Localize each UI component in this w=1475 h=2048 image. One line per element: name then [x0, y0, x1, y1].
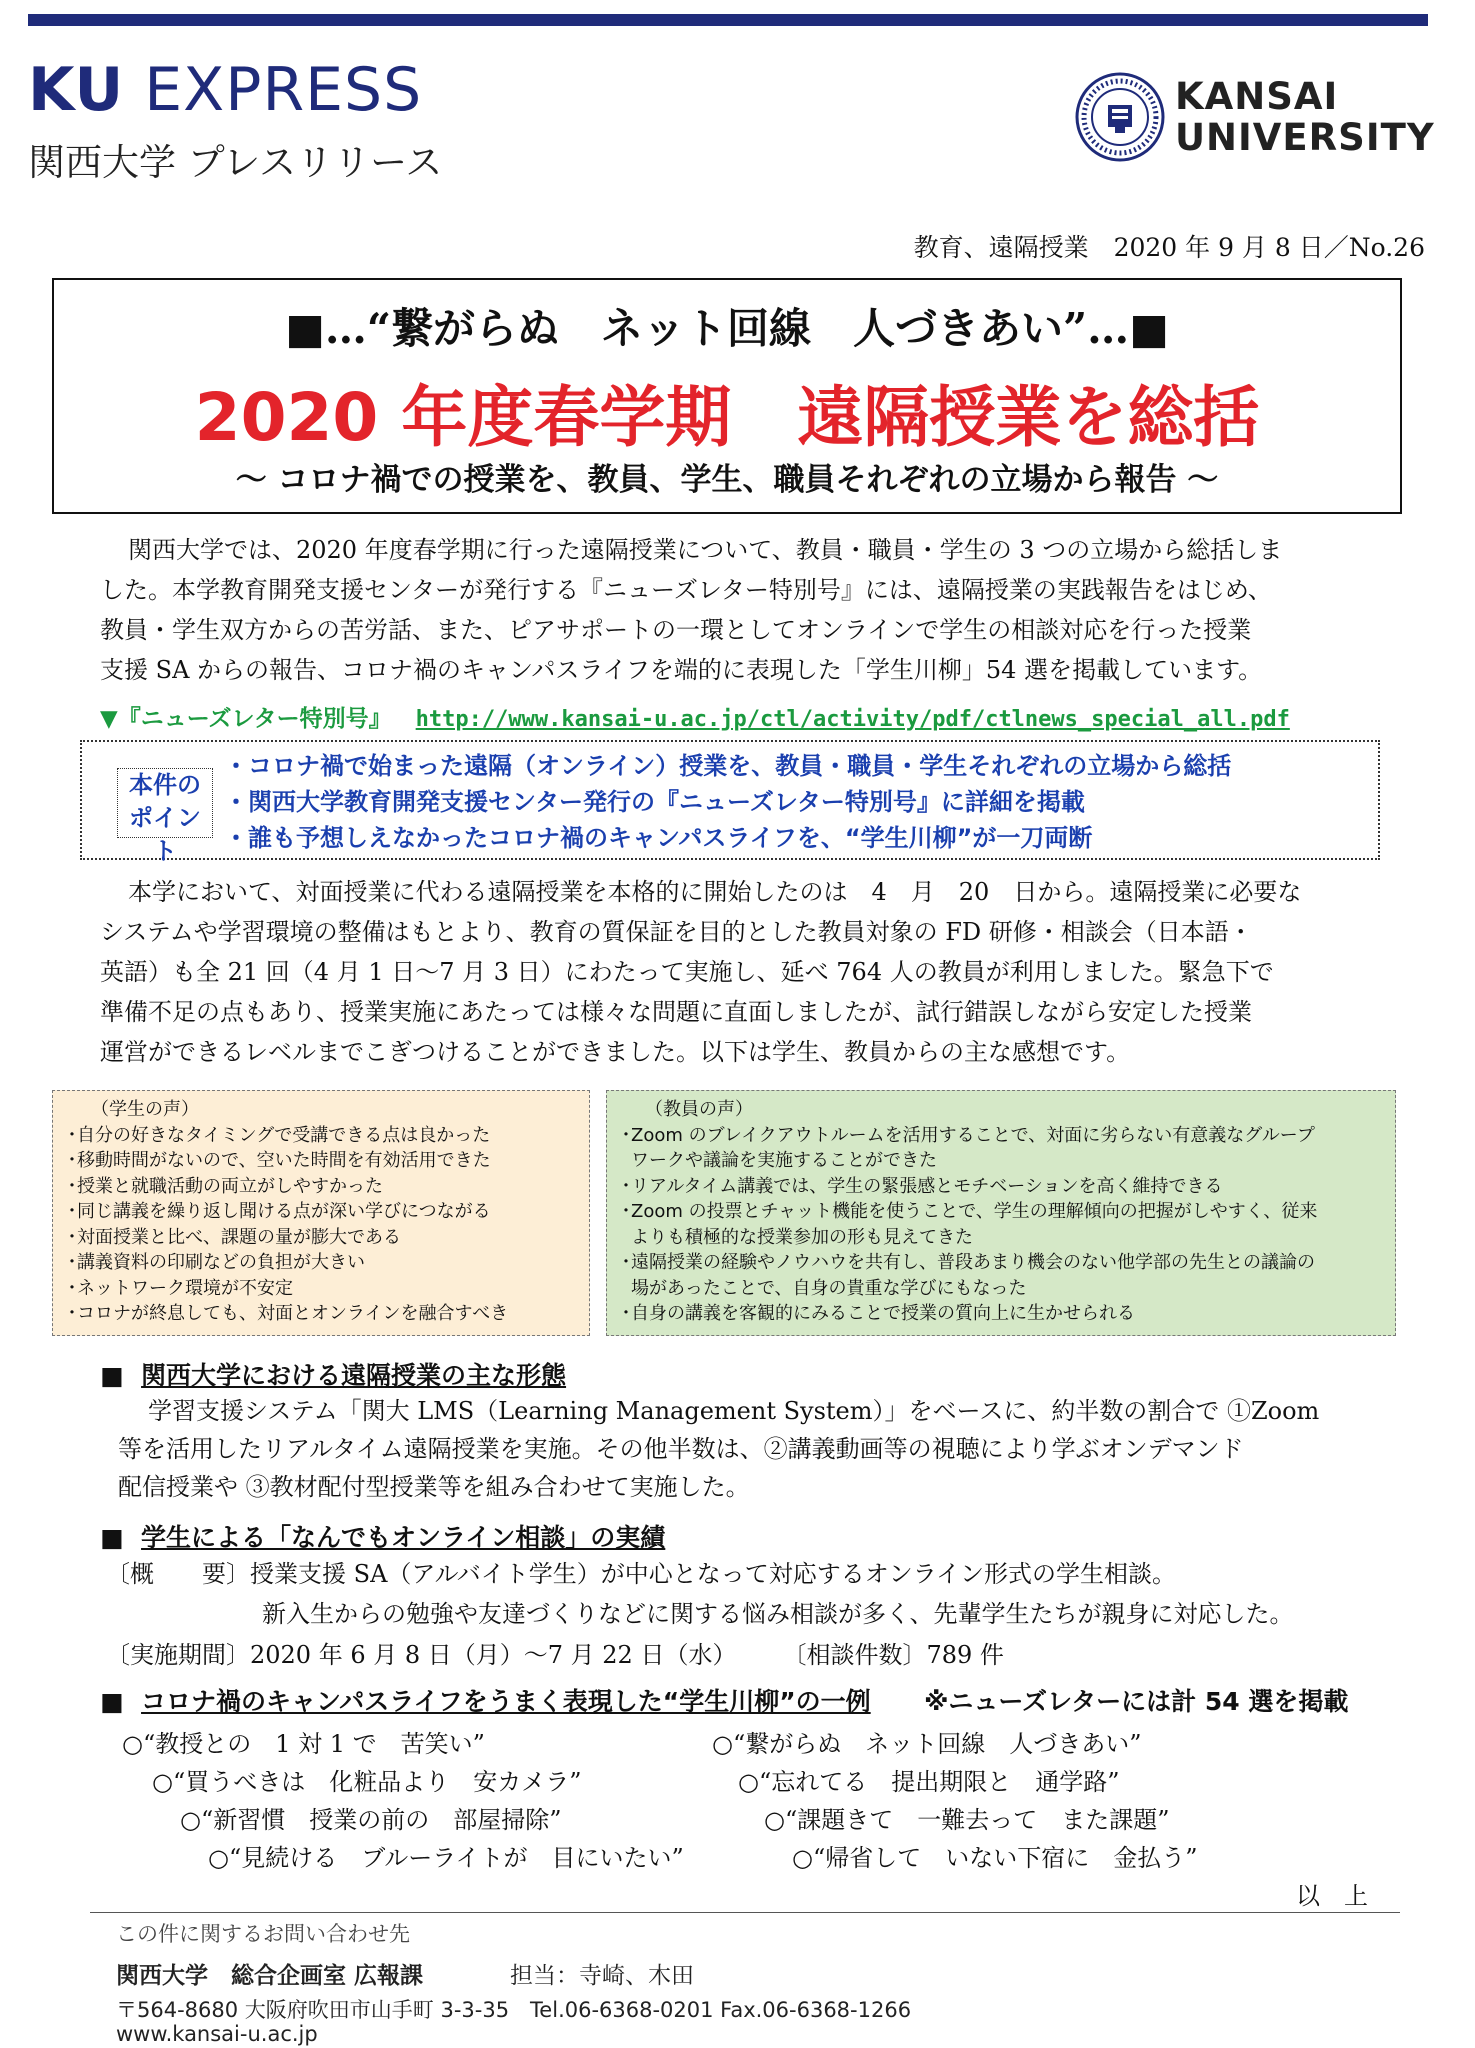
list-item: ・ コロナが終息しても、対面とオンラインを融合すべき	[63, 1303, 509, 1324]
consultation-overview-cont: 新入生からの勉強や友達づくりなどに関する悩み相談が多く、先輩学生たちが親身に対応した。	[262, 1600, 1294, 1628]
section-heading-formats	[100, 1356, 566, 1392]
paragraph-line: 英語）も全 21 回（4 月 1 日～7 月 3 日）にわたって実施し、延べ 764 人の教員が利用しました。緊急下で	[100, 958, 1274, 986]
press-release-subtitle: 関西大学 プレスリリース	[28, 141, 443, 184]
intro-paragraph	[100, 530, 1380, 690]
key-point-item: ・誰も予想しえなかったコロナ禍のキャンパスライフを、“学生川柳”が一刀両断	[224, 824, 1093, 852]
list-item: ・ 自分の好きなタイミングで受講できる点は良かった	[63, 1124, 491, 1146]
list-item-continuation: 場があったことで、自身の貴重な学びにもなった	[631, 1277, 1027, 1299]
paragraph-line: システムや学習環境の整備はもとより、教育の質保証を目的とした教員対象の FD 研修・相談会（日本語・	[100, 918, 1253, 946]
brand-ku: KU	[28, 55, 125, 125]
university-seal-icon	[1075, 72, 1165, 162]
overview-label: 〔概 要〕	[106, 1560, 250, 1588]
list-item: ・ 対面授業と比べ、課題の量が膨大である	[63, 1226, 401, 1248]
intro-line: 教員・学生双方からの苦労話、また、ピアサポートの一環としてオンラインで学生の相談対応を行った授業	[100, 616, 1252, 644]
students-voice-box	[52, 1090, 590, 1336]
senryu-item: ○“新習慣 授業の前の 部屋掃除”	[180, 1806, 562, 1834]
key-point-item: ・コロナ禍で始まった遠隔（オンライン）授業を、教員・職員・学生それぞれの立場から総括	[224, 752, 1232, 780]
title-subtitle: ～ コロナ禍での授業を、教員、学生、職員それぞれの立場から報告 ～	[235, 462, 1219, 498]
section-bullet: ■	[100, 1523, 124, 1552]
intro-line: した。本学教育開発支援センターが発行する『ニューズレター特別号』には、遠隔授業の実践報告をはじめ、	[100, 576, 1272, 604]
list-item: ・ 講義資料の印刷などの負担が大きい	[63, 1252, 365, 1273]
section-title: 学生による「なんでもオンライン相談」の実績	[141, 1523, 666, 1552]
count-label: 〔相談件数〕	[782, 1641, 927, 1669]
paragraph-line: 本学において、対面授業に代わる遠隔授業を本格的に開始したのは 4 月 20 日から。遠隔授業に必要な	[128, 878, 1302, 906]
list-item: ・ 同じ講義を繰り返し聞ける点が深い学びにつながる	[63, 1201, 491, 1222]
faculty-voice-box	[606, 1090, 1396, 1336]
period-label: 〔実施期間〕	[106, 1641, 250, 1669]
implementation-paragraph	[100, 872, 1380, 1072]
section-title: 関西大学における遠隔授業の主な形態	[141, 1361, 567, 1390]
website-link[interactable]: www.kansai-u.ac.jp	[116, 2022, 318, 2046]
newsletter-link-label: ▼『ニューズレター特別号』	[100, 706, 392, 732]
list-item: ・ 移動時間がないので、空いた時間を有効活用できた	[63, 1150, 491, 1171]
key-points-label-line1: 本件の	[129, 771, 201, 799]
newsletter-link-row	[100, 700, 1290, 733]
list-item: ・ リアルタイム講義では、学生の緊張感とモチベーションを高く維持できる	[617, 1175, 1223, 1197]
senryu-item: ○“買うべきは 化粧品より 安カメラ”	[152, 1768, 582, 1796]
formats-paragraph	[118, 1392, 1319, 1506]
paragraph-line: 準備不足の点もあり、授業実施にあたっては様々な問題に直面しましたが、試行錯誤しながら安定した授業	[100, 998, 1252, 1026]
senryu-item: ○“教授との 1 対 1 で 苦笑い”	[122, 1730, 485, 1758]
university-name-line2: UNIVERSITY	[1175, 116, 1435, 160]
intro-line: 関西大学では、2020 年度春学期に行った遠隔授業について、教員・職員・学生の 3 つの立場から総括しま	[128, 536, 1283, 564]
section-bullet: ■	[100, 1361, 124, 1390]
brand-express: EXPRESS	[144, 55, 423, 125]
key-points-box	[80, 740, 1380, 865]
students-voice-heading: （学生の声）	[91, 1099, 199, 1120]
consultation-overview	[106, 1555, 1176, 1593]
section-title: コロナ禍のキャンパスライフをうまく表現した“学生川柳”の一例	[141, 1687, 871, 1716]
list-item: ・ 自身の講義を客観的にみることで授業の質向上に生かせられる	[617, 1303, 1135, 1324]
paragraph-line: 学習支援システム「関大 LMS（Learning Management System）」をベースに、約半数の割合で ①Zoom	[148, 1397, 1320, 1425]
paragraph-line: 配信授業や ③教材配付型授業等を組み合わせて実施した。	[118, 1473, 750, 1501]
senryu-item: ○“繋がらぬ ネット回線 人づきあい”	[712, 1730, 1142, 1758]
list-item: ・ Zoom のブレイクアウトルームを活用することで、対面に劣らない有意義なグループ	[617, 1124, 1315, 1146]
paragraph-line: 運営ができるレベルまでこぎつけることができました。以下は学生、教員からの主な感想です。	[100, 1038, 1131, 1066]
contact-person: 担当：寺崎、木田	[510, 1963, 694, 1989]
title-senryu-line: ■…“繋がらぬ ネット回線 人づきあい”…■	[285, 304, 1169, 353]
university-name-line1: KANSAI	[1175, 75, 1339, 118]
header-top-rule	[28, 14, 1428, 26]
list-item: ・ 授業と就職活動の両立がしやすかった	[63, 1175, 383, 1197]
newsletter-url-link[interactable]: http://www.kansai-u.ac.jp/ctl/activity/pdf/ctlnews_special_all.pdf	[415, 707, 1290, 732]
closing-mark: 以 上	[1296, 1882, 1368, 1910]
inquiry-label: この件に関するお問い合わせ先	[116, 1922, 410, 1946]
key-points-label-line2: ポイント	[129, 804, 201, 865]
consultation-period-row	[106, 1636, 1004, 1674]
senryu-item: ○“課題きて 一難去って また課題”	[764, 1806, 1170, 1834]
list-item: ・ Zoom の投票とチャット機能を使うことで、学生の理解傾向の把握がしやすく、従来	[617, 1201, 1318, 1222]
count-value: 789 件	[926, 1641, 1004, 1669]
paragraph-line: 等を活用したリアルタイム遠隔授業を実施。その他半数は、②講義動画等の視聴により学ぶオンデマンド	[118, 1435, 1244, 1463]
office-name: 関西大学 総合企画室 広報課	[116, 1963, 424, 1989]
list-item-continuation: ワークや議論を実施することができた	[631, 1150, 937, 1171]
senryu-item: ○“忘れてる 提出期限と 通学路”	[738, 1768, 1120, 1796]
list-item: ・ ネットワーク環境が不安定	[63, 1277, 293, 1299]
key-point-item: ・関西大学教育開発支援センター発行の『ニューズレター特別号』に詳細を掲載	[224, 788, 1085, 816]
section-bullet: ■	[100, 1687, 124, 1716]
university-name	[1175, 76, 1435, 159]
ku-express-logo	[28, 55, 423, 125]
section-heading-consultation	[100, 1518, 665, 1554]
title-box	[52, 278, 1402, 514]
key-points-label	[117, 768, 213, 865]
senryu-item: ○“見続ける ブルーライトが 目にいたい”	[208, 1844, 684, 1872]
key-points-list	[224, 748, 1231, 856]
address-line: 〒564-8680 大阪府吹田市山手町 3-3-35 Tel.06-6368-0201 Fax.06-6368-1266	[116, 1998, 912, 2022]
overview-text: 授業支援 SA（アルバイト学生）が中心となって対応するオンライン形式の学生相談。	[250, 1560, 1177, 1588]
page-title: 2020 年度春学期 遠隔授業を総括	[194, 379, 1260, 456]
senryu-item: ○“帰省して いない下宿に 金払う”	[792, 1844, 1198, 1872]
section-heading-senryu	[100, 1682, 1348, 1718]
faculty-voice-heading: （教員の声）	[645, 1099, 753, 1120]
list-item-continuation: よりも積極的な授業参加の形も見えてきた	[631, 1226, 973, 1248]
intro-line: 支援 SA からの報告、コロナ禍のキャンパスライフを端的に表現した「学生川柳」54 選を掲載しています。	[100, 656, 1263, 684]
dateline: 教育、遠隔授業 2020 年 9 月 8 日／No.26	[913, 233, 1425, 262]
senryu-note: ※ニューズレターには計 54 選を掲載	[924, 1687, 1349, 1716]
list-item: ・ 遠隔授業の経験やノウハウを共有し、普段あまり機会のない他学部の先生との議論の	[617, 1252, 1315, 1273]
footer-rule	[90, 1912, 1400, 1913]
period-value: 2020 年 6 月 8 日（月）～7 月 22 日（水）	[250, 1641, 737, 1669]
